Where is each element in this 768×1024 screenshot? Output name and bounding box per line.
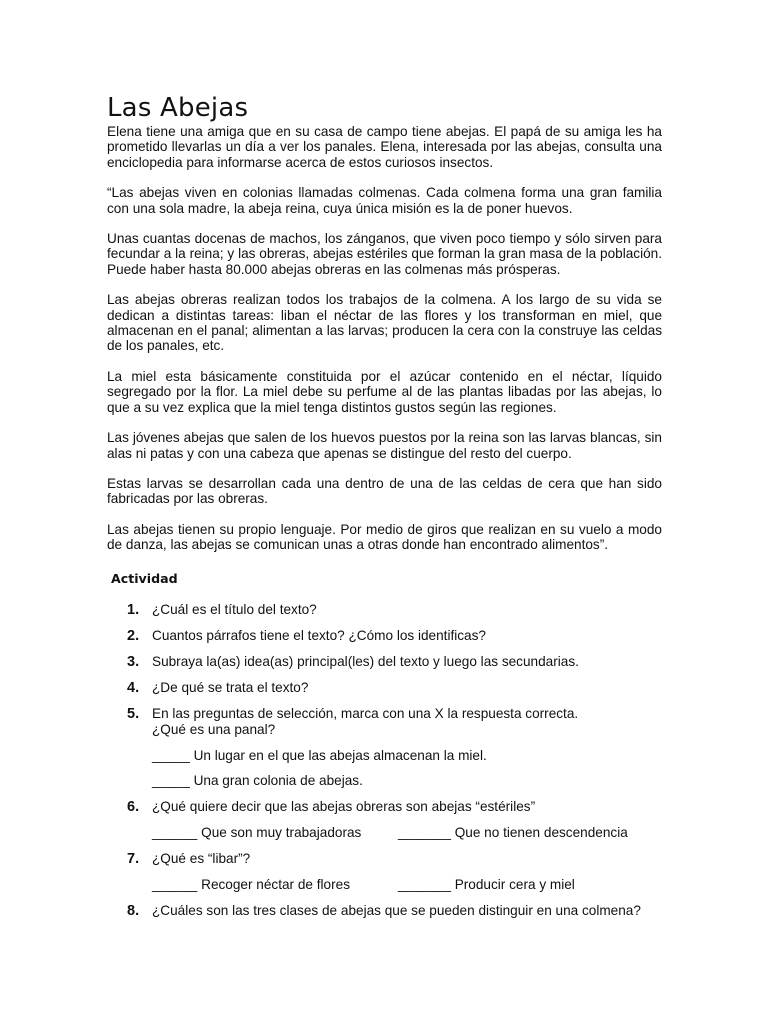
question-text: Cuantos párrafos tiene el texto? ¿Cómo los identificas? (152, 627, 486, 643)
question-item (107, 602, 662, 618)
paragraph: Las abejas obreras realizan todos los trabajos de la colmena. A los largo de su vida se dedican a distintas tareas: liban el néctar de las flores y los transforman en miel, que almacenan en el panal; alimentan a las larvas; producen la cera con la construye las celdas de los panales, etc. (107, 292, 662, 354)
paragraph: Unas cuantas docenas de machos, los zánganos, que viven poco tiempo y sólo sirven para fecundar a la reina; y las obreras, abejas estériles que forman la gran masa de la población. Puede haber hasta 80.000 abejas obreras en las colmenas más prósperas. (107, 231, 662, 277)
paragraph: Elena tiene una amiga que en su casa de campo tiene abejas. El papá de su amiga les ha prometido llevarlas un día a ver los panales. Elena, interesada por las abejas, consulta una enciclopedia para informarse acerca de estos curiosos insectos. (107, 124, 662, 170)
paragraph: “Las abejas viven en colonias llamadas colmenas. Cada colmena forma una gran familia con una sola madre, la abeja reina, cuya única misión es la de poner huevos. (107, 185, 662, 216)
activity-heading: Actividad (111, 570, 178, 586)
question-number: 7. (127, 850, 140, 867)
question-list (107, 602, 662, 919)
answer-options (152, 877, 662, 893)
question-item (107, 706, 662, 789)
question-text: ¿Qué quiere decir que las abejas obreras son abejas “estériles” (152, 798, 536, 814)
answer-options (152, 825, 662, 841)
answer-option: ______ Que son muy trabajadoras (152, 824, 362, 840)
question-item (107, 680, 662, 696)
question-text: ¿Cuál es el título del texto? (152, 601, 317, 617)
question-number: 1. (127, 601, 140, 618)
question-item (107, 903, 662, 919)
question-item (107, 851, 662, 893)
document-title: Las Abejas (107, 93, 249, 123)
reading-text (107, 124, 662, 553)
question-text: ¿De qué se trata el texto? (152, 679, 309, 695)
paragraph: Estas larvas se desarrollan cada una dentro de una de las celdas de cera que han sido fabricadas por las obreras. (107, 475, 662, 507)
question-item (107, 799, 662, 841)
answer-option: ______ Recoger néctar de flores (152, 876, 350, 892)
question-number: 4. (127, 679, 140, 696)
question-text: Subraya la(as) idea(as) principal(les) del texto y luego las secundarias. (152, 653, 579, 669)
question-text: ¿Qué es “libar”? (152, 850, 251, 866)
question-item (107, 628, 662, 644)
answer-option: _______ Que no tienen descendencia (398, 824, 628, 840)
question-number: 2. (127, 627, 140, 644)
answer-option: _______ Producir cera y miel (398, 876, 575, 892)
answer-options (152, 748, 662, 789)
question-text: ¿Cuáles son las tres clases de abejas que se pueden distinguir en una colmena? (152, 902, 641, 918)
answer-option: _____ Una gran colonia de abejas. (152, 772, 363, 788)
answer-option: _____ Un lugar en el que las abejas almacenan la miel. (152, 747, 487, 763)
question-item (107, 654, 662, 670)
question-number: 3. (127, 653, 140, 670)
question-number: 5. (127, 705, 140, 722)
paragraph: Las abejas tienen su propio lenguaje. Por medio de giros que realizan en su vuelo a modo de danza, las abejas se comunican unas a otras donde han encontrado alimentos”. (107, 521, 662, 553)
document-page (107, 92, 662, 929)
paragraph: Las jóvenes abejas que salen de los huevos puestos por la reina son las larvas blancas, sin alas ni patas y con una cabeza que apenas se distingue del resto del cuerpo. (107, 430, 662, 461)
question-subtext: ¿Qué es una panal? (152, 721, 276, 737)
paragraph: La miel esta básicamente constituida por el azúcar contenido en el néctar, líquido segregado por la flor. La miel debe su perfume al de las plantas libadas por las abejas, lo que a su vez explica que la miel tenga distintos gustos según las regiones. (107, 368, 662, 415)
question-number: 8. (127, 902, 140, 919)
question-number: 6. (127, 798, 140, 815)
question-text: En las preguntas de selección, marca con una X la respuesta correcta. (152, 705, 579, 721)
